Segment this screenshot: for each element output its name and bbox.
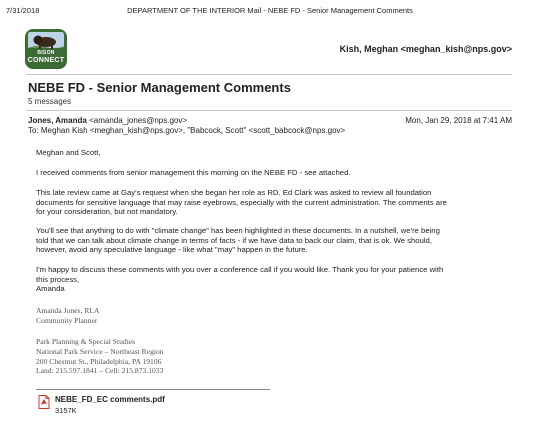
body-line: I'm happy to discuss these comments with you over a conference call if you would like. Thank you for your patience with — [36, 265, 444, 274]
body-line: I received comments from senior management this morning on the NEBE FD - see attached. — [36, 168, 351, 177]
sender-name: Jones, Amanda — [28, 116, 87, 125]
signature-org: National Park Service – Northeast Region — [36, 346, 164, 356]
signature-org: Park Planning & Special Studies — [36, 337, 136, 346]
print-header — [6, 6, 534, 18]
attachment-size: 3157K — [55, 406, 77, 415]
print-date: 7/31/2018 — [6, 6, 40, 15]
message-body-paragraph — [36, 168, 508, 178]
thread-title: NEBE FD - Senior Management Comments — [28, 80, 291, 95]
body-line: told that we can talk about climate change in terms of facts - if we have data to back our claim, that is ok. We should, — [36, 235, 432, 245]
body-line: Meghan and Scott, — [36, 148, 101, 157]
message-count: 5 messages — [28, 97, 72, 106]
body-line: You'll see that anything to do with "climate change" has been highlighted in these documents. In a nutshell, we're being — [36, 226, 440, 235]
message-body-paragraph — [36, 226, 508, 255]
thread-divider — [26, 110, 512, 111]
signature-org-block — [36, 337, 164, 376]
header-divider — [26, 74, 512, 75]
sender-email[interactable]: <amanda_jones@nps.gov> — [89, 116, 188, 125]
logo-text-bison: BISON — [37, 50, 55, 56]
signature-block — [36, 306, 99, 326]
bison-connect-logo[interactable] — [24, 28, 68, 70]
message-recipients: To: Meghan Kish <meghan_kish@nps.gov>, "Babcock, Scott" <scott_babcock@nps.gov> — [28, 126, 346, 135]
body-line: this process, — [36, 274, 80, 284]
signature-address: 200 Chestnut St., Philadelphia, PA 19106 — [36, 356, 162, 366]
body-line: documents for sensitive language that may raise eyebrows, especially with the current administration. The comments are — [36, 197, 447, 207]
message-date: Mon, Jan 29, 2018 at 7:41 AM — [405, 116, 512, 125]
message-from — [28, 116, 187, 125]
attachment-divider — [36, 389, 270, 390]
print-title: DEPARTMENT OF THE INTERIOR Mail - NEBE FD - Senior Management Comments — [127, 6, 413, 15]
message-body-greeting — [36, 148, 508, 158]
pdf-file-icon[interactable] — [38, 395, 50, 414]
body-line: for your consideration, but not mandatory. — [36, 207, 178, 217]
account-user: Kish, Meghan <meghan_kish@nps.gov> — [339, 44, 512, 54]
body-line: Amanda — [36, 284, 65, 294]
signature-name: Amanda Jones, RLA — [36, 306, 100, 315]
signature-role: Community Planner — [36, 315, 98, 325]
signature-phones: Land: 215.597.1841 – Cell: 215.873.1033 — [36, 366, 164, 376]
body-line: however, avoid any speculative language - like what "may" happen in the future. — [36, 245, 308, 255]
message-body-paragraph — [36, 188, 508, 217]
body-line: This late review came at Gay's request when she began her role as RD. Ed Clark was asked to review all foundation — [36, 188, 432, 197]
message-body-paragraph — [36, 265, 508, 294]
logo-text-connect: CONNECT — [27, 57, 65, 64]
attachment-name[interactable]: NEBE_FD_EC comments.pdf — [55, 395, 165, 404]
